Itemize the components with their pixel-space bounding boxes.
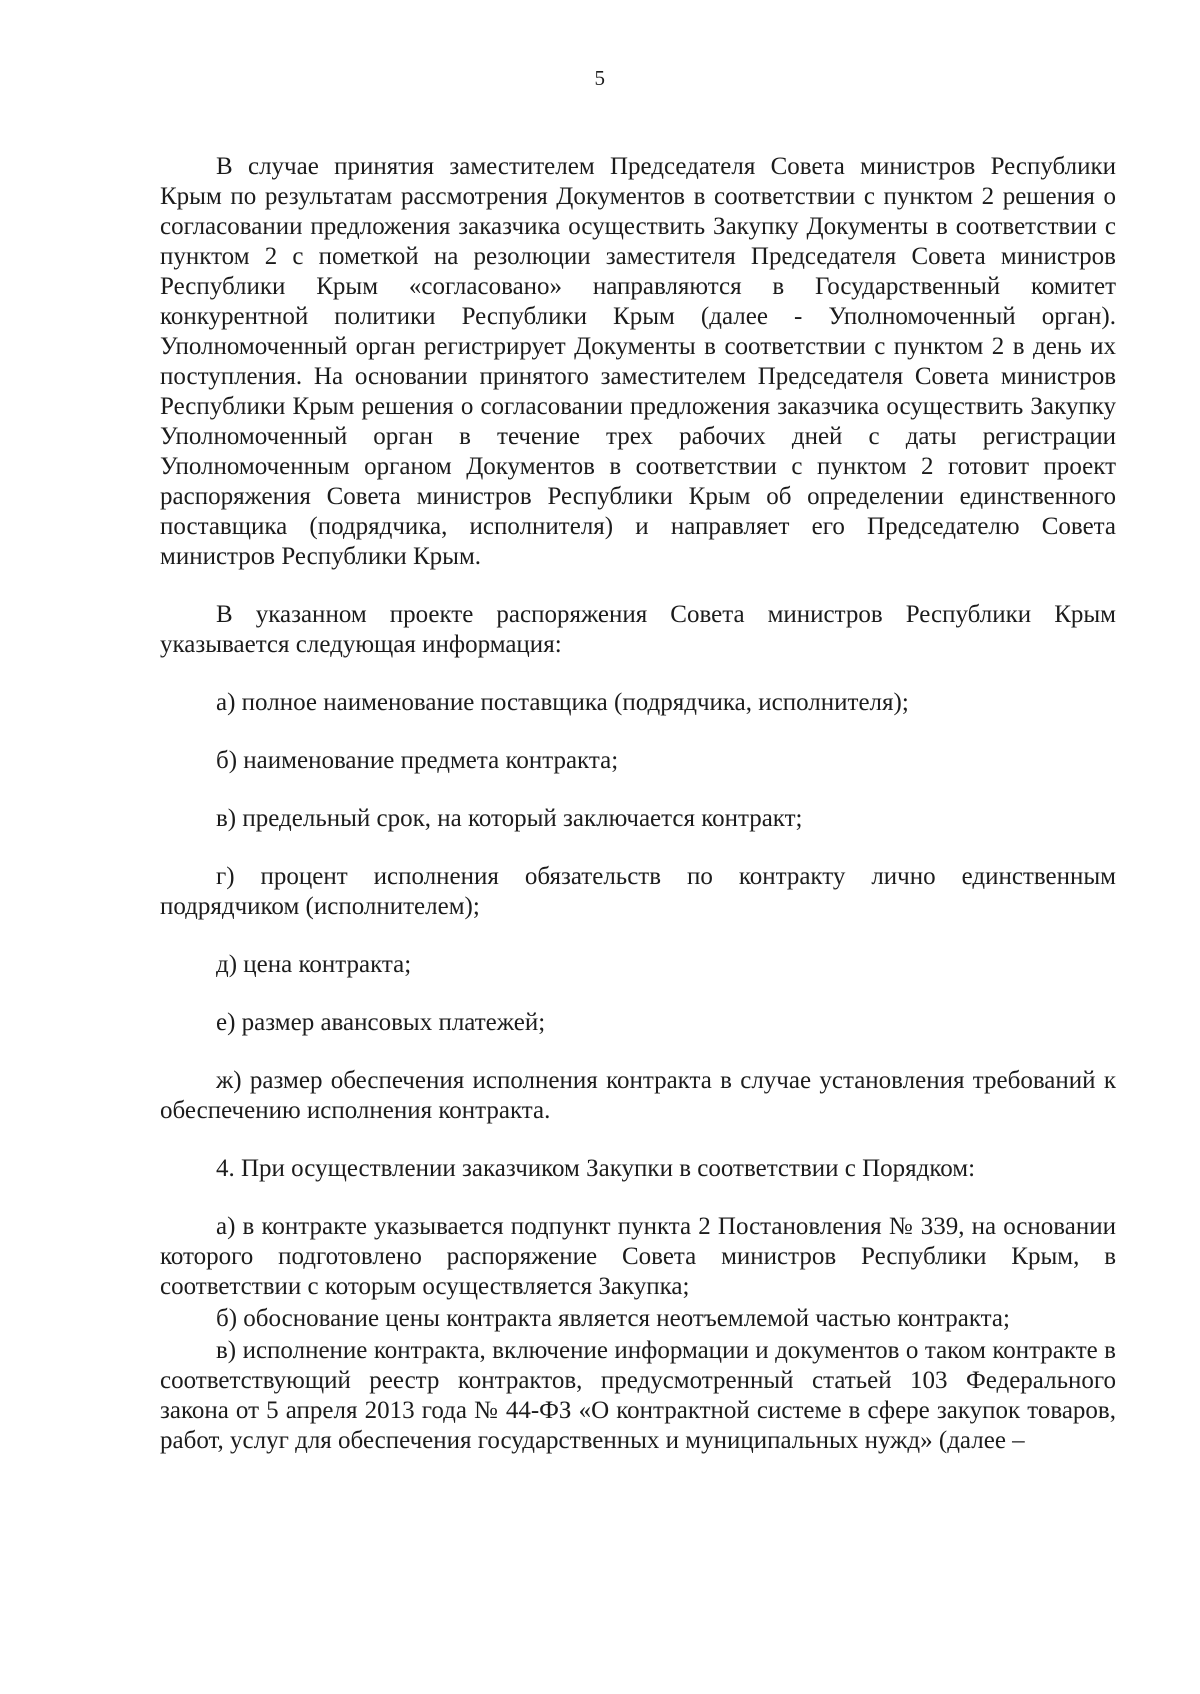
paragraph-order-info-intro: В указанном проекте распоряжения Совета министров Республики Крым указывается следующая информация: <box>160 601 1116 658</box>
list-item-zh: ж) размер обеспечения исполнения контракта в случае установления требований к обеспечению исполнения контракта. <box>160 1067 1116 1124</box>
section-4-heading: 4. При осуществлении заказчиком Закупки в соответствии с Порядком: <box>216 1155 976 1182</box>
list-item-g: г) процент исполнения обязательств по контракту лично единственным подрядчиком (исполнителем); <box>160 863 1116 920</box>
document-body <box>160 152 1116 1456</box>
list-item-v: в) предельный срок, на который заключается контракт; <box>216 805 803 832</box>
list-item-b: б) наименование предмета контракта; <box>216 747 619 774</box>
list-item-a: а) полное наименование поставщика (подрядчика, исполнителя); <box>216 689 909 716</box>
section-4-item-v: в) исполнение контракта, включение информации и документов о таком контракте в соответствующий реестр контрактов, предусмотренный статьей 103 Федерального закона от 5 апреля 2013 года № 44-ФЗ «О контрактной системе в сфере закупок товаров, работ, услуг для обеспечения государственных и муниципальных нужд» (далее – <box>160 1337 1116 1454</box>
list-item-e: е) размер авансовых платежей; <box>216 1009 546 1036</box>
section-4-item-a: а) в контракте указывается подпункт пункта 2 Постановления № 339, на основании которого подготовлено распоряжение Совета министров Республики Крым, в соответствии с которым осуществляется Закупка; <box>160 1213 1116 1300</box>
section-4-item-b: б) обоснование цены контракта является неотъемлемой частью контракта; <box>216 1305 1010 1332</box>
page-number: 5 <box>594 66 606 90</box>
list-item-d: д) цена контракта; <box>216 951 412 978</box>
paragraph-approval-procedure: В случае принятия заместителем Председателя Совета министров Республики Крым по результатам рассмотрения Документов в соответствии с пунктом 2 решения о согласовании предложения заказчика осуществить Закупку Документы в соответствии с пунктом 2 с пометкой на резолюции заместителя Председателя Совета министров Республики Крым «согласовано» направляются в Государственный комитет конкурентной политики Республики Крым (далее - Уполномоченный орган). Уполномоченный орган регистрирует Документы в соответствии с пунктом 2 в день их поступления. На основании принятого заместителем Председателя Совета министров Республики Крым решения о согласовании предложения заказчика осуществить Закупку Уполномоченный орган в течение трех рабочих дней с даты регистрации Уполномоченным органом Документов в соответствии с пунктом 2 готовит проект распоряжения Совета министров Республики Крым об определении единственного поставщика (подрядчика, исполнителя) и направляет его Председателю Совета министров Республики Крым. <box>160 153 1116 570</box>
